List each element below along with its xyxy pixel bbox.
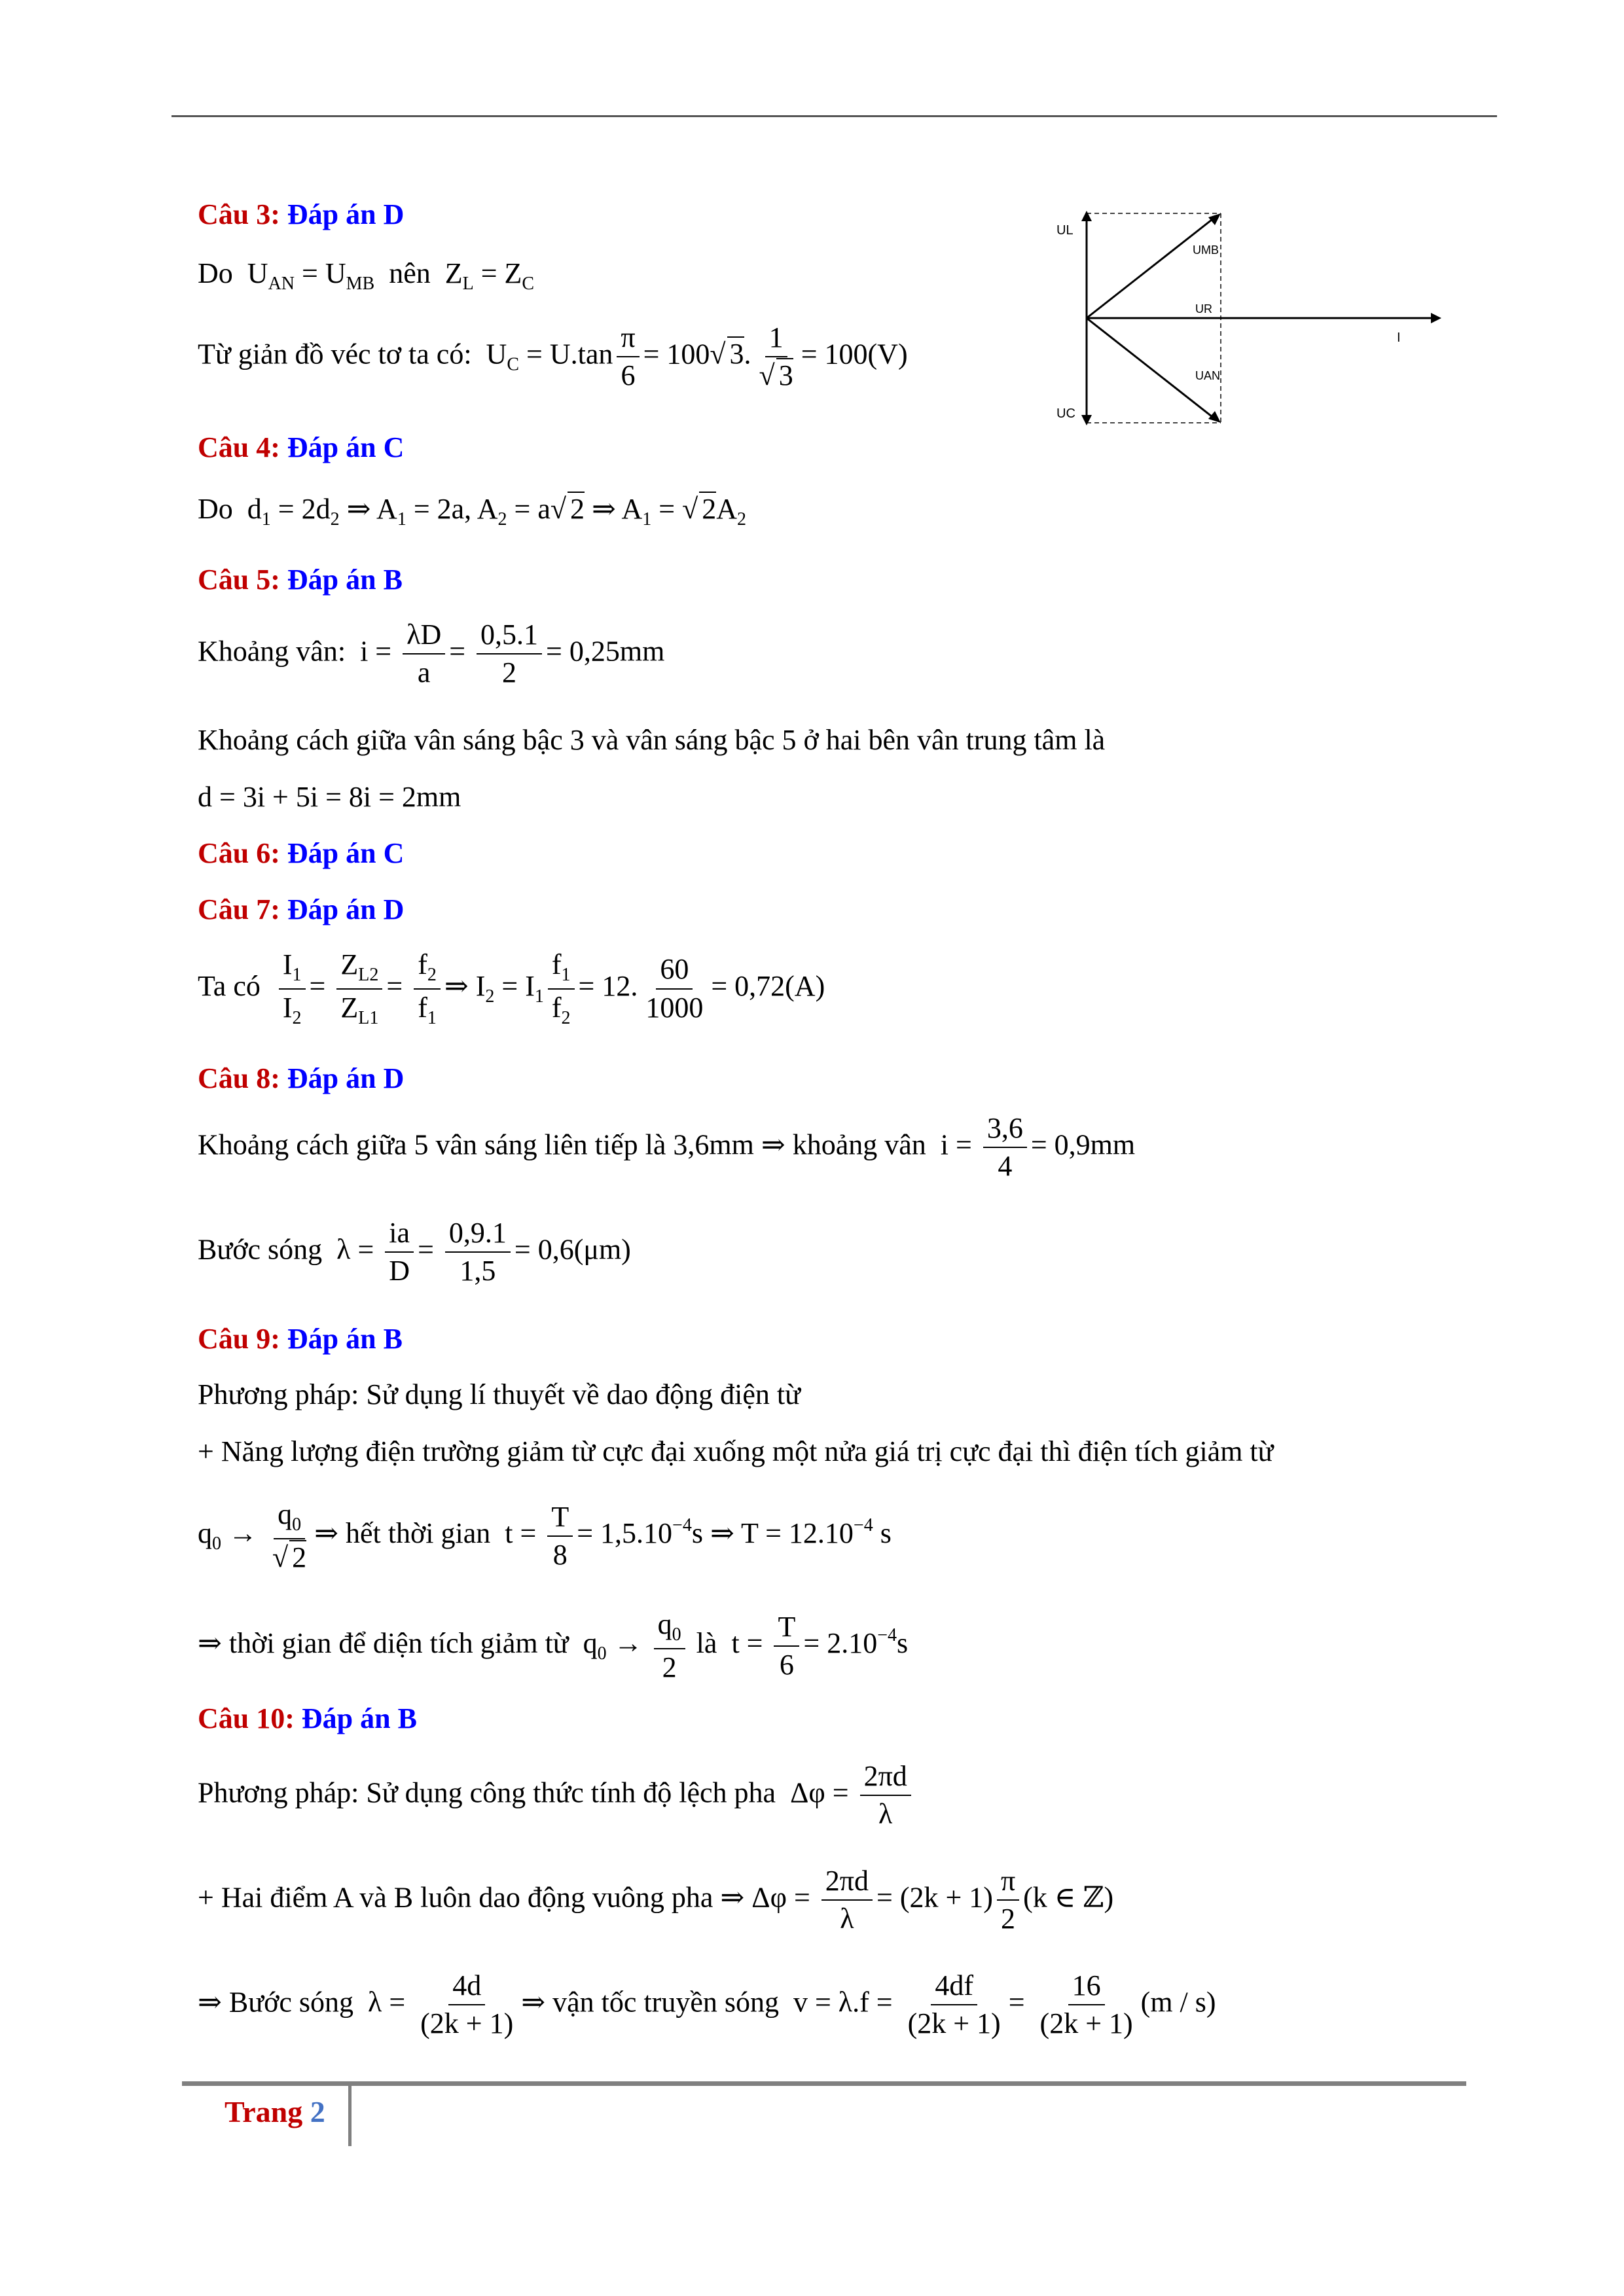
- q3-line-2: Từ giản đồ véc tơ ta có: $U_C = U.\tan$ $\frac{\pi}{6}$ = 100√ 3. $\frac{1}{√ 3}$ = 100(V): [198, 321, 908, 392]
- uc-arrowhead: [1081, 415, 1092, 425]
- vector-diagram: [1041, 202, 1453, 437]
- uan-vector: [1087, 318, 1215, 419]
- page-footer: [225, 2094, 325, 2129]
- answer-heading-10: Câu 10: Đáp án B: [198, 1702, 417, 1734]
- footer-divider: [348, 2086, 352, 2146]
- q3-line-1: Do $U_{AN} = U_{MB}$ nên $Z_L = Z_C$: [198, 257, 535, 294]
- answer-heading-6: Câu 6: Đáp án C: [198, 837, 405, 869]
- answer-heading-8: Câu 8: Đáp án D: [198, 1062, 405, 1094]
- q7-line-1: Ta có $\frac{I_1}{I_2}$ = $\frac{Z_{L2}}{Z_{L1}}$ = $\frac{f_2}{f_1}$ ⇒ $I_2 = I_1$ $\frac{f_1}{f_2}$ = 12. $\frac{60}{1000}$ = 0,72(A): [198, 948, 825, 1028]
- q10-line-1: Phương pháp: Sử dụng công thức tính độ lệch pha Δφ = $\frac{2\pi d}{\lambda}$: [198, 1761, 915, 1831]
- q10-line-3: ⇒ Bước sóng λ = $\frac{4d}{(2k + 1)}$ ⇒ vận tốc truyền sóng v = λ.f = $\frac{4df}{(2k + 1)}$ = $\frac{16}{(2k + 1)}$ (m / s): [198, 1969, 1216, 2040]
- q10-line-2: + Hai điểm A và B luôn dao động vuông pha ⇒ Δφ = $\frac{2\pi d}{\lambda}$ = (2k + 1) $\frac{\pi}{2}$ (k ∈ ℤ): [198, 1865, 1114, 1935]
- q8-line-1: Khoảng cách giữa 5 vân sáng liên tiếp là 3,6mm ⇒ khoảng vân i = $\frac{3,6}{4}$ = 0,9mm: [198, 1112, 1136, 1183]
- q5-line-2: Khoảng cách giữa vân sáng bậc 3 và vân sáng bậc 5 ở hai bên vân trung tâm là: [198, 724, 1106, 756]
- q5-line-3: d = 3i + 5i = 8i = 2mm: [198, 781, 461, 813]
- uan-arrowhead: [1208, 411, 1221, 423]
- i-arrowhead: [1431, 313, 1441, 323]
- answer-heading-7: Câu 7: Đáp án D: [198, 893, 405, 925]
- q9-line-2: + Năng lượng điện trường giảm từ cực đại xuống một nửa giá trị cực đại thì điện tích giảm từ: [198, 1435, 1274, 1467]
- umb-arrowhead: [1208, 213, 1221, 225]
- q4-line-1: Do $d_1 = 2d_2$ ⇒ $A_1 = 2a$, $A_2 = a√$ 2 ⇒ $A_1$ = √ $2A_2$: [198, 493, 746, 529]
- answer-heading-4: Câu 4: Đáp án C: [198, 431, 405, 463]
- label-i: I: [1397, 331, 1401, 345]
- q8-line-2: Bước sóng λ = $\frac{ia}{D}$ = $\frac{0,9.1}{1,5}$ = 0,6(μm): [198, 1217, 631, 1287]
- ul-arrowhead: [1081, 211, 1092, 221]
- label-ur: UR: [1195, 302, 1212, 315]
- label-uan: UAN: [1195, 369, 1221, 382]
- answer-heading-9: Câu 9: Đáp án B: [198, 1323, 403, 1355]
- header-rule: [171, 115, 1497, 117]
- answer-heading-5: Câu 5: Đáp án B: [198, 564, 403, 596]
- label-ul: UL: [1056, 223, 1074, 238]
- label-umb: UMB: [1193, 243, 1219, 257]
- answer-heading-3: Câu 3: Đáp án D: [198, 198, 405, 230]
- footer-rule: [182, 2081, 1466, 2086]
- q9-line-3: $q_0$ → $\frac{q_0}{√ 2}$ ⇒ hết thời gian t = $\frac{T}{8}$ = $1,5.10^{-4}s$ ⇒ $T = 12.10^{-4}$ s: [198, 1498, 892, 1573]
- page-number: 2: [310, 2095, 325, 2128]
- q9-line-4: ⇒ thời gian để diện tích giảm từ $q_0$ → $\frac{q_0}{2}$ là t = $\frac{T}{6}$ = $2.10^{-4}s$: [198, 1608, 909, 1683]
- q5-line-1: Khoảng vân: i = $\frac{\lambda D}{a}$ = $\frac{0,5.1}{2}$ = 0,25mm: [198, 619, 665, 689]
- label-uc: UC: [1056, 406, 1075, 421]
- q9-line-1: Phương pháp: Sử dụng lí thuyết về dao động điện từ: [198, 1378, 801, 1410]
- footer-label: Trang: [225, 2095, 303, 2128]
